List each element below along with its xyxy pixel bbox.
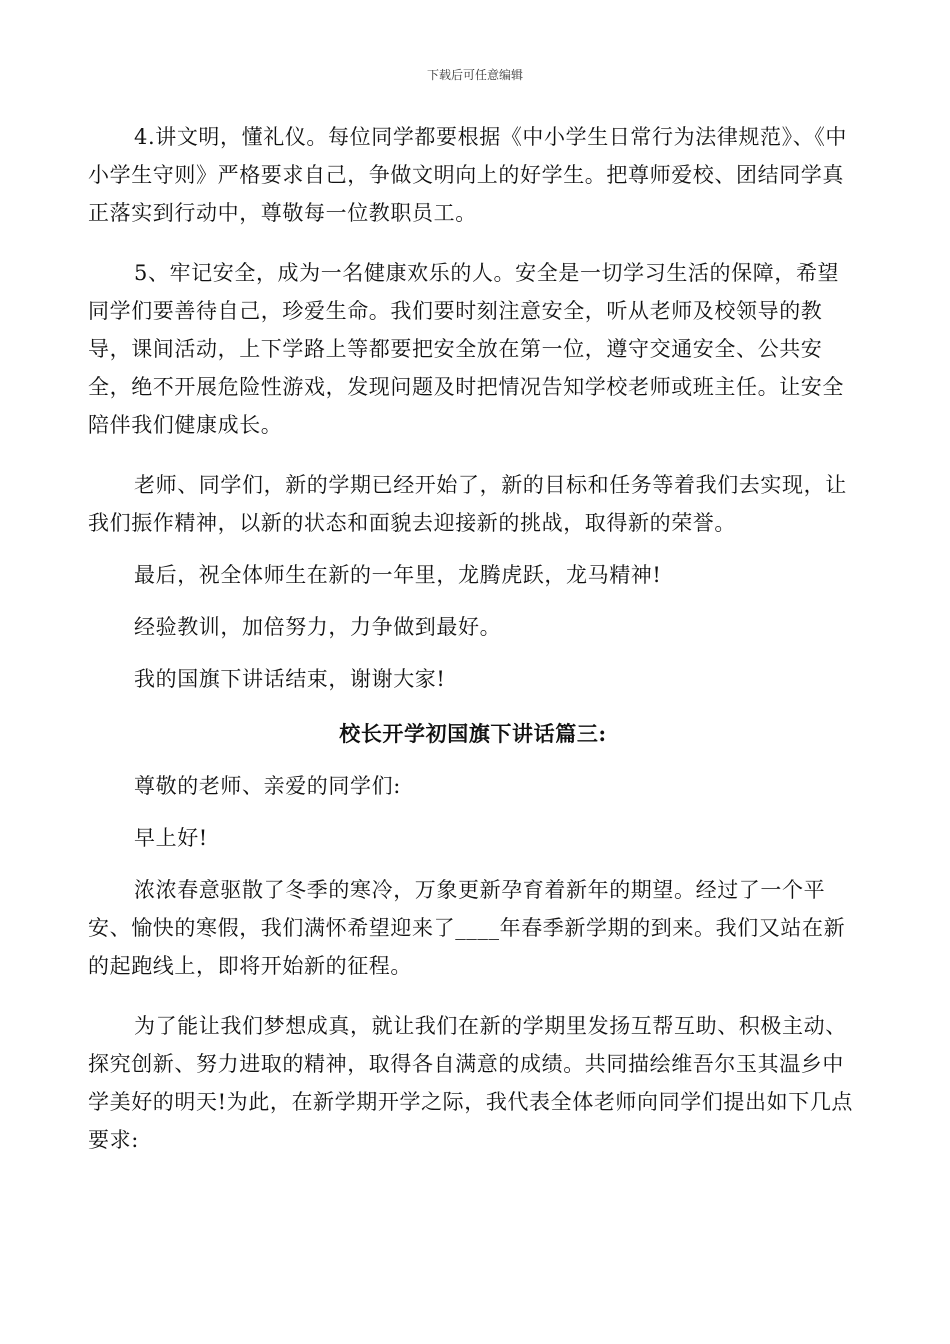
document-body [88, 118, 858, 1159]
paragraph-spring: 浓浓春意驱散了冬季的寒冷，万象更新孕育着新年的期望。经过了一个平安、愉快的寒假，我们满怀希望迎来了____年春季新学期的到来。我们又站在新的起跑线上，即将开始新的征程。 [88, 878, 846, 978]
paragraph-closing: 我的国旗下讲话结束，谢谢大家! [134, 667, 446, 691]
page-header: 下载后可任意编辑 [426, 68, 523, 82]
paragraph-wishes: 最后，祝全体师生在新的一年里，龙腾虎跃，龙马精神! [134, 563, 662, 587]
section-title: 校长开学初国旗下讲话篇三: [339, 721, 607, 746]
paragraph-safety: 5、牢记安全，成为一名健康欢乐的人。安全是一切学习生活的保障，希望同学们要善待自己，珍爱生命。我们要时刻注意安全，听从老师及校领导的教导，课间活动，上下学路上等都要把安全放在第一位，遵守交通安全、公共安全，绝不开展危险性游戏，发现问题及时把情况告知学校老师或班主任。让安全陪伴我们健康成长。 [88, 261, 844, 437]
paragraph-requirements: 为了能让我们梦想成真，就让我们在新的学期里发扬互帮互助、积极主动、探究创新、努力进取的精神，取得各自满意的成绩。共同描绘维吾尔玉其温乡中学美好的明天!为此，在新学期开学之际，我代表全体老师向同学们提出如下几点要求: [88, 1014, 854, 1152]
paragraph-salutation: 尊敬的老师、亲爱的同学们: [134, 774, 401, 798]
paragraph-new-semester: 老师、同学们，新的学期已经开始了，新的目标和任务等着我们去实现，让我们振作精神，以新的状态和面貌去迎接新的挑战，取得新的荣誉。 [88, 473, 847, 535]
paragraph-effort: 经验教训，加倍努力，力争做到最好。 [134, 615, 502, 639]
paragraph-greeting: 早上好! [134, 826, 208, 850]
paragraph-civility: 4.讲文明，懂礼仪。每位同学都要根据《中小学生日常行为法律规范》、《中小学生守则》严格要求自己，争做文明向上的好学生。把尊师爱校、团结同学真正落实到行动中，尊敬每一位教职员工。 [88, 125, 848, 225]
